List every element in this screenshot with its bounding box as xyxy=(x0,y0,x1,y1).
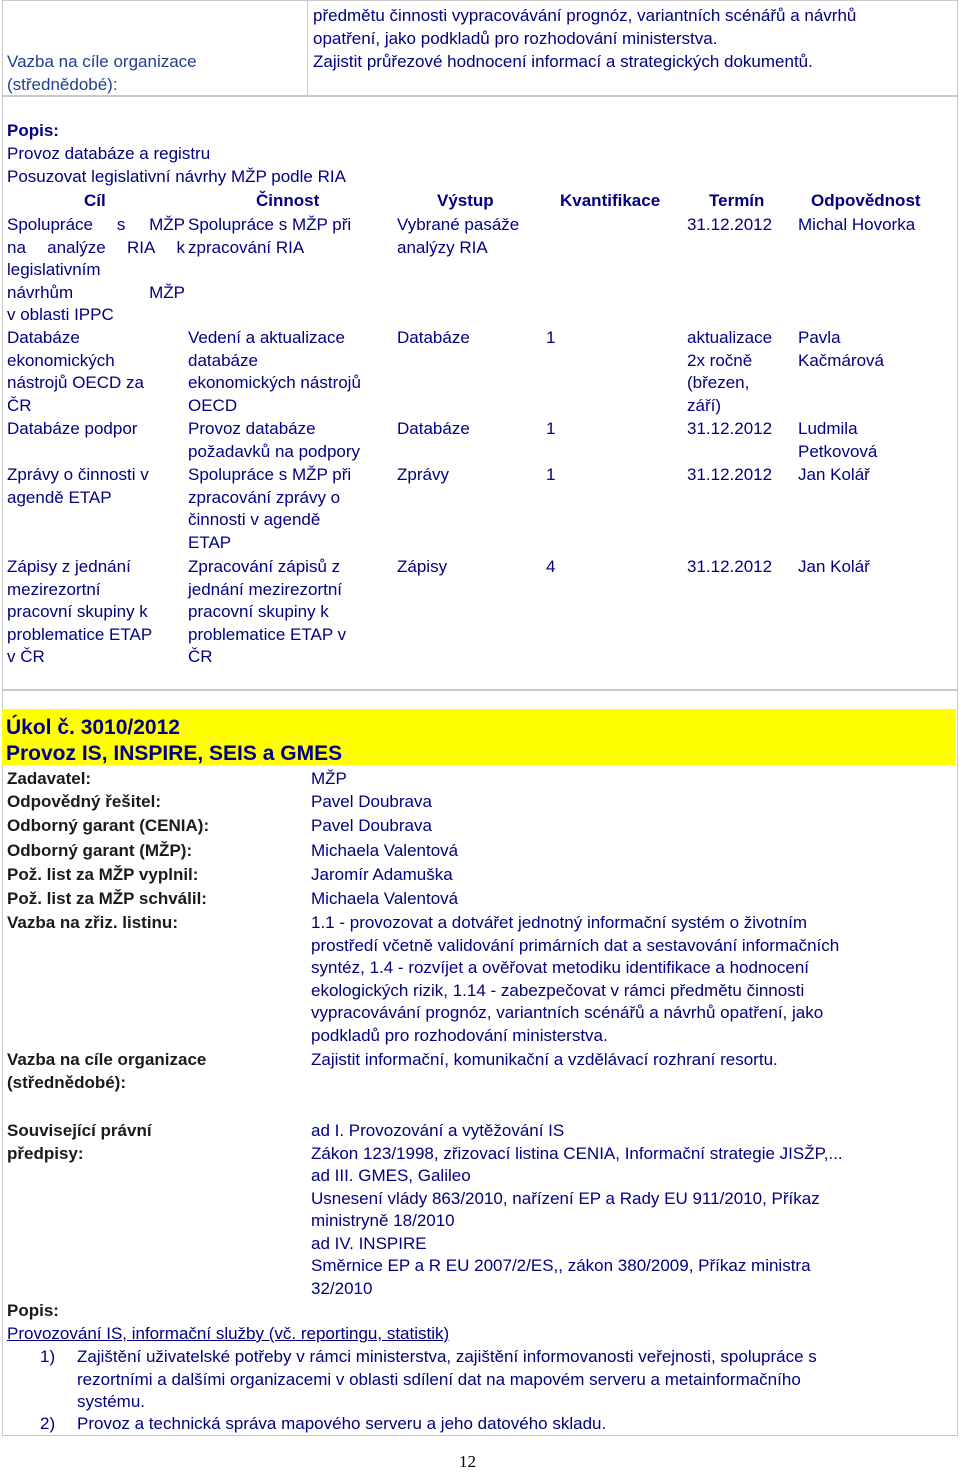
pravni-line: ministryně 18/2010 xyxy=(311,1211,455,1230)
popis2-item1-line: rezortními a dalšími organizacemi v oblasti sdílení dat na mapovém serveru a metainformačního xyxy=(77,1369,801,1389)
vazba-zriz-line: podkladů pro rozhodování ministerstva. xyxy=(311,1025,608,1045)
table-cell-cil: Databáze podpor xyxy=(7,419,138,438)
cinnost-line: zpracování zprávy o xyxy=(188,487,341,507)
field-label-resitel: Odpovědný řešitel: xyxy=(7,792,161,811)
field-label-zadavatel: Zadavatel: xyxy=(7,769,92,788)
cil-line: ekonomických xyxy=(7,350,115,370)
field-value-zadavatel: MŽP xyxy=(311,769,347,788)
table-cell-kvantifikace: 1 xyxy=(546,328,556,347)
page-number: 12 xyxy=(459,1452,476,1471)
cil-line: mezirezortní xyxy=(7,579,101,599)
cil-word-5: analýze xyxy=(47,237,106,257)
vazba-zriz-line: 1.1 - provozovat a dotvářet jednotný informační systém o životním xyxy=(311,913,808,932)
cil-line: agendě ETAP xyxy=(7,487,112,507)
popis-label: Popis: xyxy=(7,121,59,140)
vazba-zriz-line: syntéz, 1.4 - rozvíjet a ověřovat metodiku identifikace a hodnocení xyxy=(311,958,809,977)
popis2-item1-line: Zajištění uživatelské potřeby v rámci ministerstva, zajištění informovanosti veřejnosti, spolupráce s xyxy=(77,1347,817,1366)
top-text-line-3: Zajistit průřezové hodnocení informací a strategických dokumentů. xyxy=(313,52,813,71)
cil-line: ČR xyxy=(7,395,32,415)
table-cell-cinnost xyxy=(188,464,351,554)
vazba-zriz-text xyxy=(311,912,839,1047)
cil-word-7: k xyxy=(176,237,185,257)
vazba-cile-label: Vazba na cíle organizace xyxy=(7,1050,207,1069)
cil-word-6: RIA xyxy=(126,237,156,257)
termin-line: září) xyxy=(687,395,721,415)
cinnost-line: Zpracování zápisů z xyxy=(188,557,341,576)
table-cell-odpovednost xyxy=(798,327,884,372)
termin-line: (březen, xyxy=(687,373,750,392)
cil-word-9: MŽP xyxy=(149,282,185,302)
popis-line-1: Provoz databáze a registru xyxy=(7,144,211,163)
table-cell-termin: 31.12.2012 xyxy=(687,419,773,438)
cinnost-line: jednání mezirezortní xyxy=(188,579,343,599)
field-label-garant-mzp: Odborný garant (MŽP): xyxy=(7,841,193,860)
cil-word-8: návrhům xyxy=(7,282,74,302)
field-label-schvalil: Pož. list za MŽP schválil: xyxy=(7,889,207,908)
odp-line: Petkovová xyxy=(798,441,878,461)
pravni-line: Směrnice EP a R EU 2007/2/ES,, zákon 380/2009, Příkaz ministra xyxy=(311,1256,811,1275)
pravni-line: 32/2010 xyxy=(311,1278,373,1298)
pravni-text xyxy=(311,1120,843,1300)
col-header-termin: Termín xyxy=(709,191,765,210)
table-cell-vystup xyxy=(397,214,519,259)
table-cell-odpovednost: Michal Hovorka xyxy=(798,215,916,234)
cil-line: v ČR xyxy=(7,647,45,666)
table-cell-cinnost xyxy=(188,327,361,417)
pravni-line: Usnesení vlády 863/2010, nařízení EP a Rady EU 911/2010, Příkaz xyxy=(311,1188,820,1208)
cil-line-5: v oblasti IPPC xyxy=(7,305,114,324)
top-text-line-2: opatření, jako podkladů pro rozhodování ministerstva. xyxy=(313,29,718,48)
cil-word-2: s xyxy=(116,215,126,234)
table-cell-vystup: Zápisy xyxy=(397,557,448,576)
pravni-line: ad IV. INSPIRE xyxy=(311,1233,427,1253)
top-block-divider xyxy=(307,0,308,96)
cinnost-line: Spolupráce s MŽP při xyxy=(188,215,352,234)
cil-line-3: legislativním xyxy=(7,260,101,279)
field-label-garant-cenia: Odborný garant (CENIA): xyxy=(7,816,210,835)
popis2-item2-text: Provoz a technická správa mapového serveru a jeho datového skladu. xyxy=(77,1414,607,1433)
cinnost-line: OECD xyxy=(188,395,238,415)
cinnost-line: Provoz databáze xyxy=(188,419,316,438)
cinnost-line: Vedení a aktualizace xyxy=(188,328,345,347)
popis2-item1-number: 1) xyxy=(40,1347,56,1366)
cil-word-1: Spolupráce xyxy=(7,215,94,234)
cil-word-4: na xyxy=(7,237,26,257)
cil-line: Zprávy o činnosti v xyxy=(7,465,149,484)
vazba-zriz-line: prostředí včetně validování primárních dat a sestavování informačních xyxy=(311,935,840,955)
field-value-resitel: Pavel Doubrava xyxy=(311,792,432,811)
table-cell-termin xyxy=(687,327,772,417)
pravni-label-2: předpisy: xyxy=(7,1144,84,1163)
cinnost-line: požadavků na podpory xyxy=(188,441,361,461)
table-cell-vystup: Zprávy xyxy=(397,465,449,484)
pravni-line: ad I. Provozování a vytěžování IS xyxy=(311,1121,565,1140)
popis2-label: Popis: xyxy=(7,1301,59,1320)
odp-line: Kačmárová xyxy=(798,350,884,370)
table-cell-kvantifikace: 1 xyxy=(546,465,556,484)
table-cell-cinnost xyxy=(188,214,351,259)
table-cell-vystup: Databáze xyxy=(397,419,470,438)
field-value-garant-mzp: Michaela Valentová xyxy=(311,841,459,860)
cil-word-3: MŽP xyxy=(149,215,185,234)
cinnost-line: problematice ETAP v xyxy=(188,624,347,644)
cil-line: Databáze xyxy=(7,328,80,347)
cinnost-line: databáze xyxy=(188,350,258,370)
pravni-label: Související právní xyxy=(7,1121,152,1140)
cinnost-line: zpracování RIA xyxy=(188,237,305,257)
col-header-cinnost: Činnost xyxy=(256,191,320,210)
table-cell-kvantifikace: 1 xyxy=(546,419,556,438)
field-value-vyplnil: Jaromír Adamuška xyxy=(311,865,453,884)
col-header-kvantifikace: Kvantifikace xyxy=(560,191,661,210)
col-header-vystup: Výstup xyxy=(437,191,494,210)
termin-line: 2x ročně xyxy=(687,350,753,370)
popis-line-2: Posuzovat legislativní návrhy MŽP podle RIA xyxy=(7,167,346,186)
table-cell-odpovednost xyxy=(798,418,877,463)
ukol-subtitle: Provoz IS, INSPIRE, SEIS a GMES xyxy=(6,742,343,765)
col-header-odpovednost: Odpovědnost xyxy=(811,191,921,210)
vazba-zriz-line: ekologických rizik, 1.14 - zabezpečovat v rámci předmětu činnosti xyxy=(311,980,805,1000)
table-cell-termin: 31.12.2012 xyxy=(687,465,773,484)
cil-line: nástrojů OECD za xyxy=(7,373,144,392)
field-value-schvalil: Michaela Valentová xyxy=(311,889,459,908)
vystup-line: analýzy RIA xyxy=(397,237,488,257)
odp-line: Ludmila xyxy=(798,419,858,438)
vazba-cile-label-2: (střednědobé): xyxy=(7,1073,126,1092)
cinnost-line: ČR xyxy=(188,647,213,666)
cinnost-line: ETAP xyxy=(188,532,232,552)
pravni-line: ad III. GMES, Galileo xyxy=(311,1166,471,1185)
cil-line: Zápisy z jednání xyxy=(7,557,131,576)
popis2-item1-line: systému. xyxy=(77,1392,146,1411)
top-vazba-label: Vazba na cíle organizace xyxy=(7,52,197,71)
cinnost-line: Spolupráce s MŽP při xyxy=(188,465,352,484)
vazba-zriz-line: vypracovávání prognóz, variantních scénářů a návrhů opatření, jako xyxy=(311,1003,824,1022)
cinnost-line: ekonomických nástrojů xyxy=(188,373,361,392)
table-cell-kvantifikace: 4 xyxy=(546,557,556,576)
table-cell-cil xyxy=(7,556,152,669)
table-cell-termin: 31.12.2012 xyxy=(687,557,773,576)
table-cell-cinnost xyxy=(188,418,360,463)
ukol-title: Úkol č. 3010/2012 xyxy=(6,716,180,739)
pravni-line: Zákon 123/1998, zřizovací listina CENIA, Informační strategie JISŽP,... xyxy=(311,1143,843,1163)
popis2-item1-text xyxy=(77,1346,817,1414)
table-cell-termin: 31.12.2012 xyxy=(687,215,773,234)
cinnost-line: pracovní skupiny k xyxy=(188,602,329,621)
col-header-cil: Cíl xyxy=(84,191,106,210)
table-cell-odpovednost: Jan Kolář xyxy=(798,465,870,484)
termin-line: aktualizace xyxy=(687,328,773,347)
cil-line: problematice ETAP xyxy=(7,624,153,644)
table-cell-cinnost xyxy=(188,556,346,669)
odp-line: Pavla xyxy=(798,328,841,347)
table-cell-cil xyxy=(7,214,185,327)
field-label-vyplnil: Pož. list za MŽP vyplnil: xyxy=(7,865,199,884)
table-cell-vystup: Databáze xyxy=(397,328,470,347)
popis2-item2-number: 2) xyxy=(40,1414,56,1433)
popis2-underlined: Provozování IS, informační služby (vč. reportingu, statistik) xyxy=(7,1324,450,1343)
field-value-garant-cenia: Pavel Doubrava xyxy=(311,816,432,835)
vazba-cile-value: Zajistit informační, komunikační a vzdělávací rozhraní resortu. xyxy=(311,1050,778,1069)
table-cell-cil xyxy=(7,464,149,509)
vazba-zriz-label: Vazba na zřiz. listinu: xyxy=(7,913,178,932)
cinnost-line: činnosti v agendě xyxy=(188,510,321,529)
top-vazba-label-2: (střednědobé): xyxy=(7,75,118,94)
cil-line: pracovní skupiny k xyxy=(7,602,148,621)
table-cell-cil xyxy=(7,327,144,417)
table-cell-odpovednost: Jan Kolář xyxy=(798,557,870,576)
vystup-line: Vybrané pasáže xyxy=(397,215,520,234)
top-text-line-1: předmětu činnosti vypracovávání prognóz, variantních scénářů a návrhů xyxy=(313,6,857,25)
